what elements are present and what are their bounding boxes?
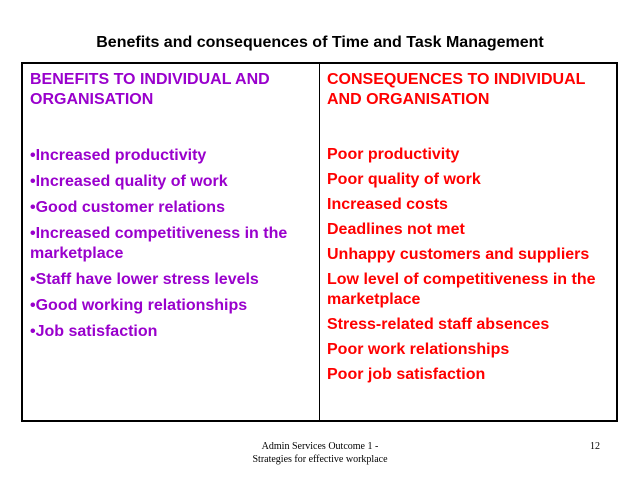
consequences-item: Poor quality of work: [327, 171, 481, 188]
consequences-heading: CONSEQUENCES TO INDIVIDUAL AND ORGANISATION: [327, 71, 586, 108]
benefits-item: •Good customer relations: [30, 199, 225, 216]
consequences-item: Poor job satisfaction: [327, 366, 486, 383]
benefits-item: •Increased quality of work: [30, 173, 228, 190]
consequences-item: Poor work relationships: [327, 341, 510, 358]
page-number: 12: [590, 441, 600, 452]
footer-line-1: Admin Services Outcome 1 -: [261, 441, 379, 452]
consequences-item: Unhappy customers and suppliers: [327, 246, 590, 263]
consequences-list: [327, 145, 610, 385]
benefits-item: •Job satisfaction: [30, 323, 158, 340]
consequences-item: Poor productivity: [327, 146, 460, 163]
benefits-item: •Increased productivity: [30, 147, 207, 164]
consequences-column: [320, 64, 616, 420]
consequences-item: Deadlines not met: [327, 221, 465, 238]
consequences-item: Stress-related staff absences: [327, 316, 550, 333]
consequences-item: Low level of competitiveness in the marketplace: [327, 271, 596, 308]
consequences-item: Increased costs: [327, 196, 448, 213]
benefits-item: •Increased competitiveness in the marketplace: [30, 225, 288, 262]
slide-title: Benefits and consequences of Time and Task Management: [96, 34, 544, 51]
footer-line-2: Strategies for effective workplace: [252, 454, 388, 465]
benefits-consequences-table: [21, 62, 618, 422]
benefits-heading: BENEFITS TO INDIVIDUAL AND ORGANISATION: [30, 71, 270, 108]
benefits-item: •Good working relationships: [30, 297, 248, 314]
footer-text: [220, 440, 420, 466]
benefits-list: [30, 146, 313, 342]
benefits-item: •Staff have lower stress levels: [30, 271, 259, 288]
benefits-column: [23, 64, 320, 420]
